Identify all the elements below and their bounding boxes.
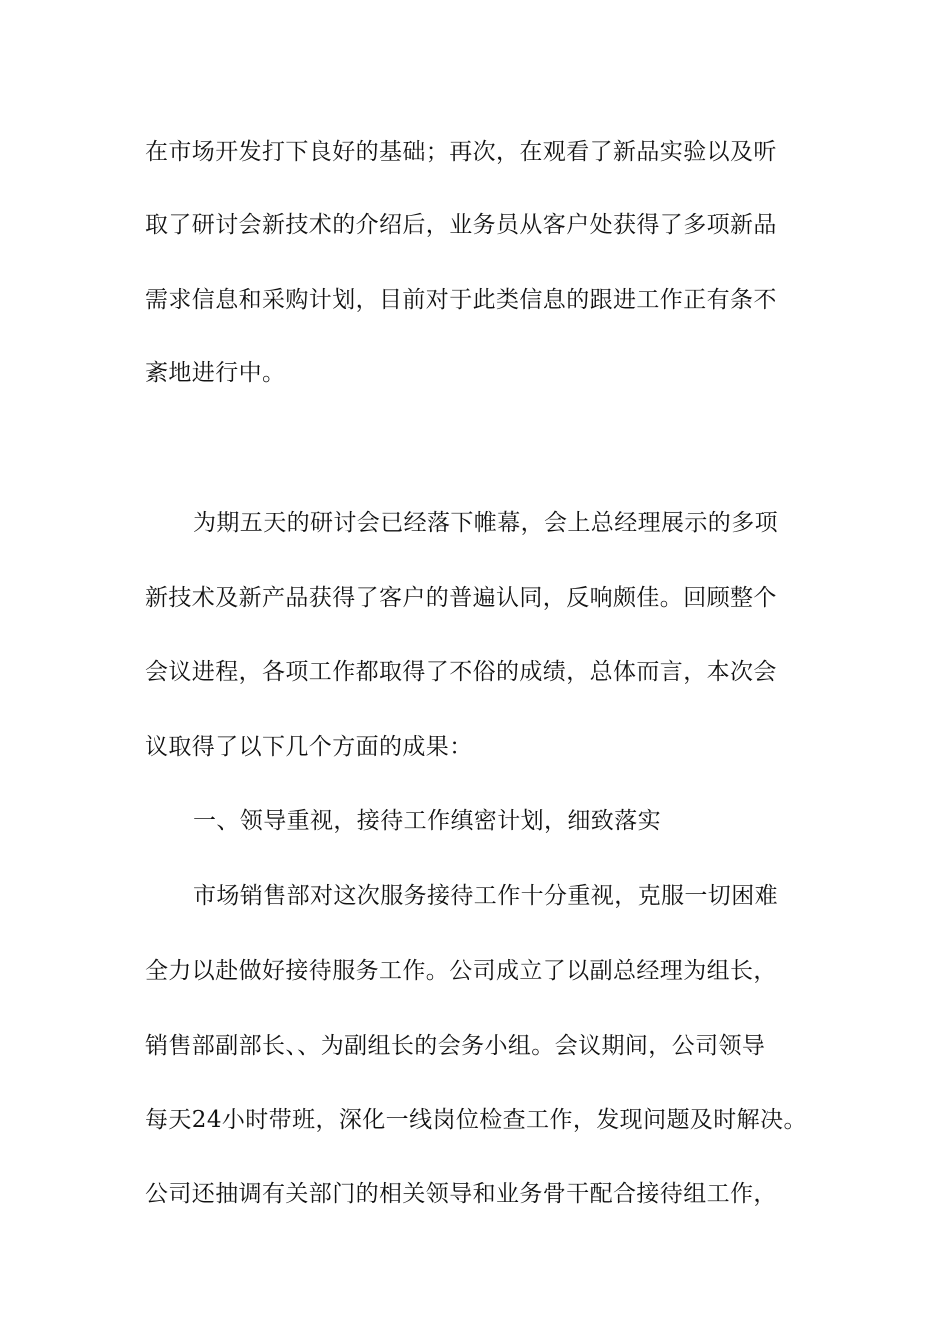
text-line: 全力以赴做好接待服务工作。公司成立了以副总经理为组长， [145,958,777,984]
text-line: 会议进程，各项工作都取得了不俗的成绩，总体而言，本次会 [145,659,777,685]
text-line: 每天24小时带班，深化一线岗位检查工作，发现问题及时解决。 [145,1107,807,1133]
section-heading: 一、领导重视，接待工作缜密计划，细致落实 [193,808,661,834]
text-line: 在市场开发打下良好的基础；再次，在观看了新品实验以及听 [145,139,777,165]
text-line: 取了研讨会新技术的介绍后，业务员从客户处获得了多项新品 [145,212,777,238]
text-line: 紊地进行中。 [145,360,286,386]
paragraph-first-line: 市场销售部对这次服务接待工作十分重视，克服一切困难 [193,883,778,909]
text-line: 需求信息和采购计划，目前对于此类信息的跟进工作正有条不 [145,287,777,313]
paragraph-first-line: 为期五天的研讨会已经落下帷幕，会上总经理展示的多项 [193,510,778,536]
text-line: 新技术及新产品获得了客户的普遍认同，反响颇佳。回顾整个 [145,585,777,611]
text-line: 公司还抽调有关部门的相关领导和业务骨干配合接待组工作， [145,1181,777,1207]
text-line: 销售部副部长、、为副组长的会务小组。会议期间，公司领导 [145,1033,766,1059]
text-line: 议取得了以下几个方面的成果： [145,734,473,760]
